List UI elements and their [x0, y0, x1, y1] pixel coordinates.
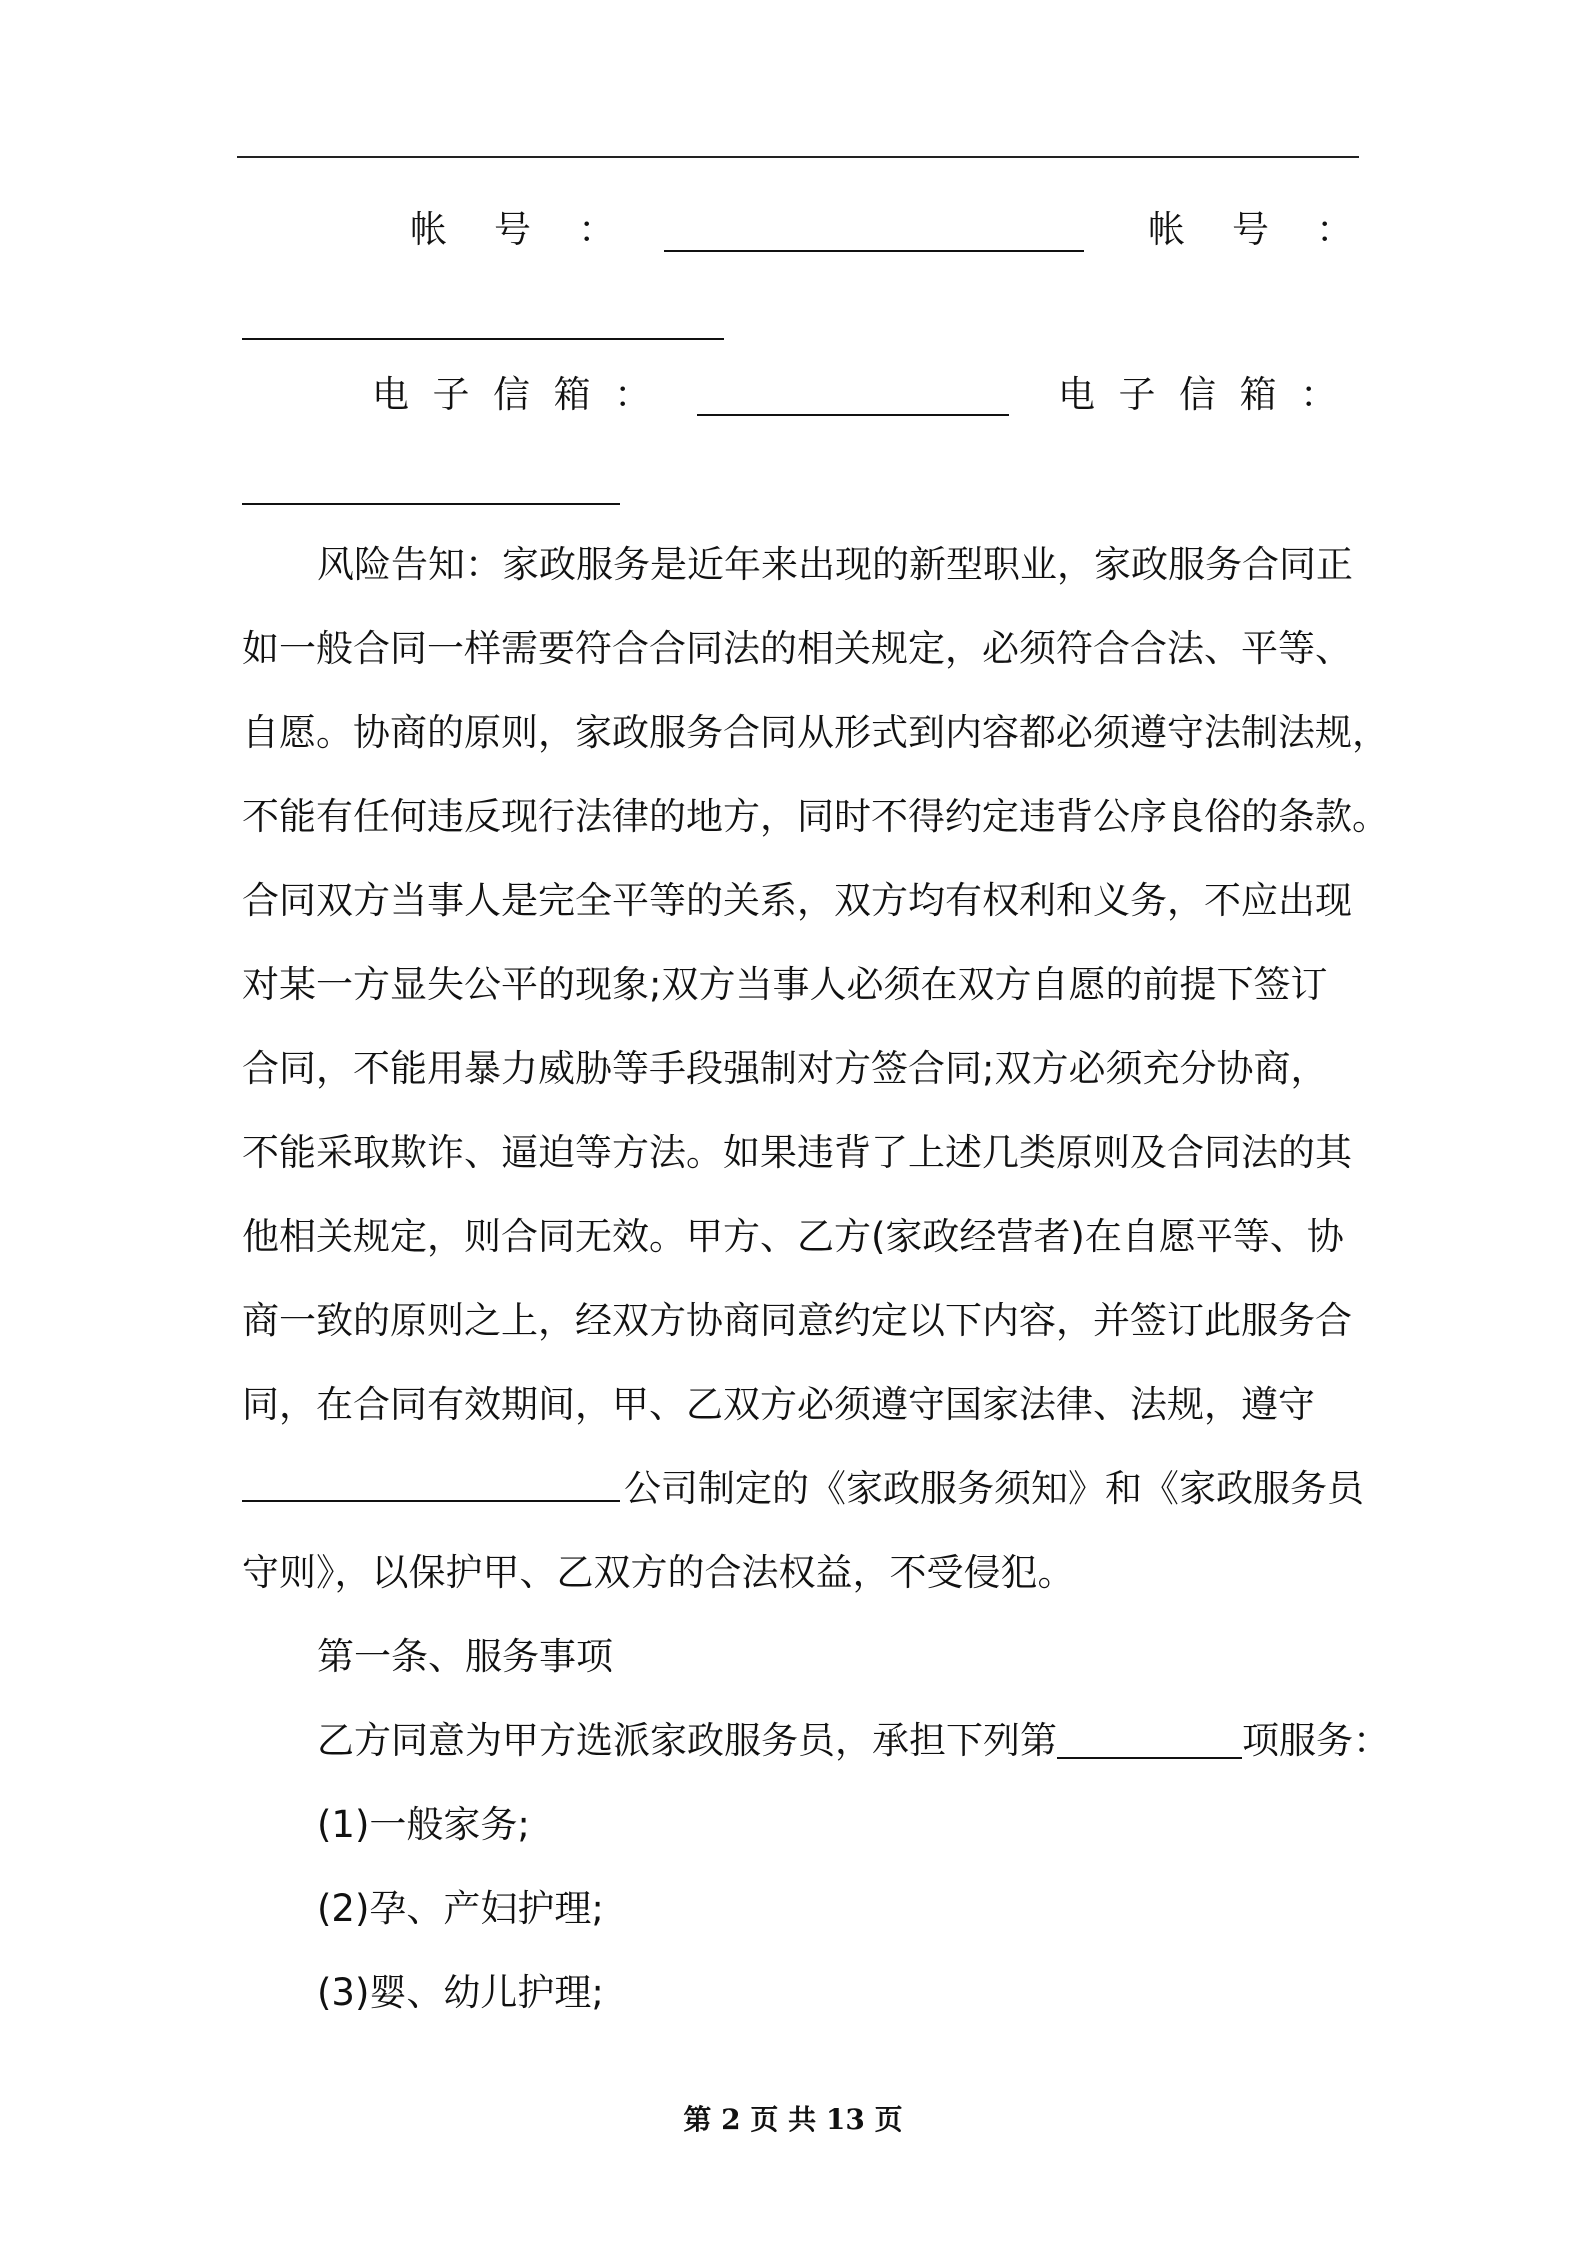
- service-item: (3)婴、幼儿护理;: [317, 1971, 604, 2014]
- risk-notice-line: 同，在合同有效期间，甲、乙双方必须遵守国家法律、法规，遵守: [242, 1383, 1315, 1426]
- email-row-right: [1058, 370, 1337, 420]
- risk-notice-line: 对某一方显失公平的现象;双方当事人必须在双方自愿的前提下签订: [242, 963, 1328, 1006]
- account-label-left: 帐 号 ：: [410, 208, 616, 251]
- account-row: [410, 205, 615, 255]
- risk-notice-line: 自愿。协商的原则，家政服务合同从形式到内容都必须遵守法制法规，: [242, 711, 1389, 754]
- email-label-left: 电 子 信 箱 ：: [372, 373, 652, 416]
- account-row-right: [1148, 205, 1353, 255]
- page-number: 第 2 页 共 13 页: [683, 2103, 903, 2136]
- article-one-intro-prefix: 乙方同意为甲方选派家政服务员，承担下列第: [317, 1719, 1057, 1762]
- email-blank-left[interactable]: [697, 414, 1009, 416]
- risk-notice-last-line: 守则》，以保护甲、乙双方的合法权益，不受侵犯。: [242, 1551, 1075, 1594]
- risk-notice-line: 风险告知：家政服务是近年来出现的新型职业，家政服务合同正: [317, 543, 1353, 586]
- email-label-right: 电 子 信 箱 ：: [1058, 373, 1338, 416]
- risk-notice-line: 合同双方当事人是完全平等的关系，双方均有权利和义务，不应出现: [242, 879, 1352, 922]
- risk-notice-line: 不能采取欺诈、逼迫等方法。如果违背了上述几类原则及合同法的其: [242, 1131, 1352, 1174]
- account-blank-right[interactable]: [242, 338, 724, 340]
- article-one-intro: [317, 1716, 1390, 1766]
- account-label-right: 帐 号 ：: [1148, 208, 1354, 251]
- risk-notice-line: 商一致的原则之上，经双方协商同意约定以下内容，并签订此服务合: [242, 1299, 1352, 1342]
- risk-notice-line: 他相关规定，则合同无效。甲方、乙方(家政经营者)在自愿平等、协: [242, 1215, 1344, 1258]
- risk-notice-line: 如一般合同一样需要符合合同法的相关规定，必须符合合法、平等、: [242, 627, 1352, 670]
- service-item: (1)一般家务;: [317, 1803, 530, 1846]
- company-name-blank[interactable]: [242, 1500, 620, 1502]
- article-one-heading: 第一条、服务事项: [317, 1635, 613, 1678]
- risk-notice-line: 不能有任何违反现行法律的地方，同时不得约定违背公序良俗的条款。: [242, 795, 1389, 838]
- email-blank-right[interactable]: [242, 503, 620, 505]
- article-one-intro-suffix: 项服务：: [1242, 1719, 1390, 1762]
- header-rule: [237, 156, 1359, 158]
- service-number-blank[interactable]: [1057, 1721, 1242, 1759]
- email-row: [372, 370, 651, 420]
- account-blank-left[interactable]: [664, 250, 1084, 252]
- risk-notice-line: 合同，不能用暴力威胁等手段强制对方签合同;双方必须充分协商，: [242, 1047, 1328, 1090]
- risk-notice-company-line: 公司制定的《家政服务须知》和《家政服务员: [624, 1467, 1364, 1510]
- service-item: (2)孕、产妇护理;: [317, 1887, 604, 1930]
